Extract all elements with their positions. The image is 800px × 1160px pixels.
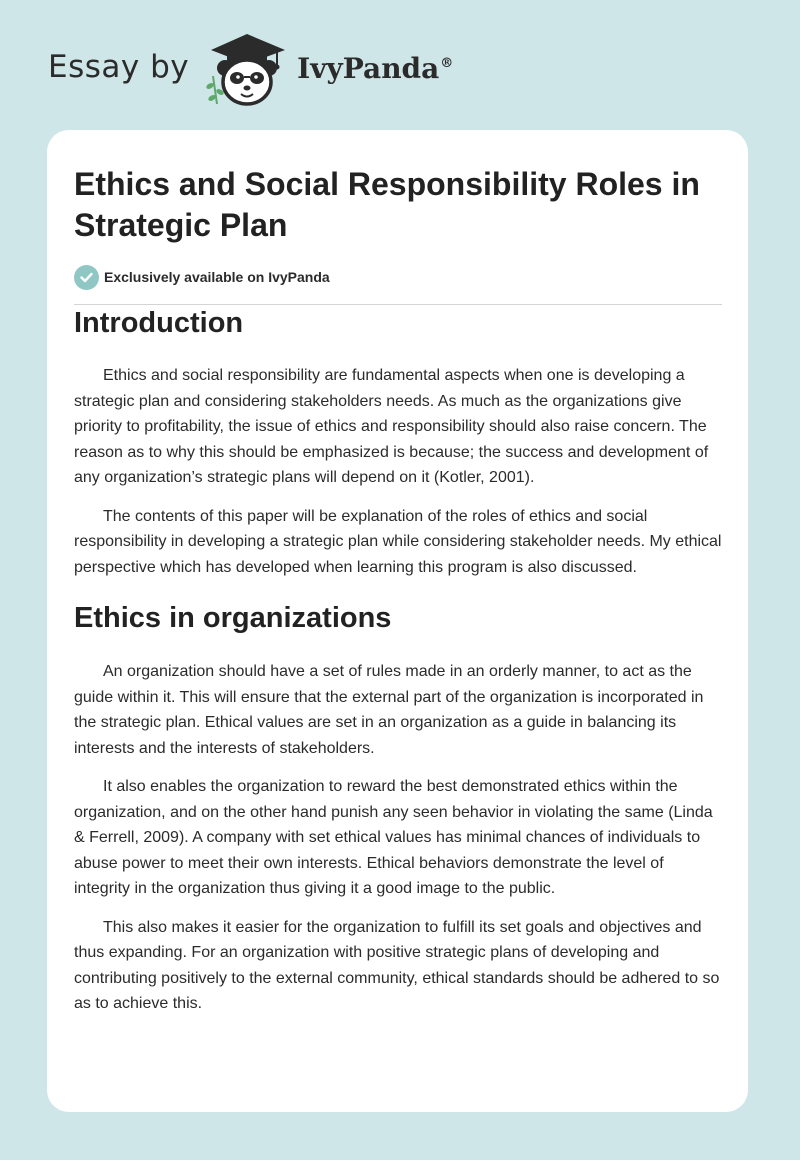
paragraph: An organization should have a set of rules made in an orderly manner, to act as the guide within it. This will ensure that the external part of the organization is incorporated in the strategic plan. Ethical values are set in an organization as a guide in balancing its interests and the interests of stakeholders.: [74, 663, 704, 757]
section-heading-ethics-in-organizations: Ethics in organizations: [74, 602, 392, 634]
brand-name: [297, 52, 453, 85]
paragraph: The contents of this paper will be explanation of the roles of ethics and social responsibility in developing a strategic plan while considering stakeholder needs. My ethical perspective which has developed when learning this program is also discussed.: [74, 507, 722, 576]
exclusive-badge: [74, 264, 722, 290]
check-icon: [74, 265, 99, 290]
section-heading-introduction: Introduction: [74, 307, 244, 339]
brand-name-text: IvyPanda: [297, 51, 440, 85]
registered-mark: ®: [440, 56, 454, 72]
panda-graduate-logo-icon: [205, 30, 293, 110]
site-header-brand[interactable]: [48, 30, 453, 110]
paragraph: It also enables the organization to reward the best demonstrated ethics within the organization, and on the other hand punish any seen behavior in violating the same (Linda & Ferrell, 2009). A company with set ethical values has minimal chances of individuals to abuse power to meet their own interests. Ethical behaviors demonstrate the level of integrity in the organization thus giving it a good image to the public.: [74, 778, 713, 897]
exclusive-text: Exclusively available on IvyPanda: [104, 269, 330, 285]
essay-card: [47, 130, 748, 1112]
essay-title: Ethics and Social Responsibility Roles in Strategic Plan: [74, 166, 700, 243]
paragraph: Ethics and social responsibility are fundamental aspects when one is developing a strategic plan and considering stakeholders needs. As much as the organizations give priority to profitability, the issue of ethics and responsibility should also raise concern. The reason as to why this should be emphasized is because; the success and development of any organization’s strategic plans will depend on it (Kotler, 2001).: [74, 367, 709, 486]
paragraph: This also makes it easier for the organization to fulfill its set goals and objectives and thus expanding. For an organization with positive strategic plans of developing and contributing positively to the external community, ethical standards should be adhered to so as to achieve this.: [74, 918, 720, 1012]
brand-prefix: Essay by: [48, 49, 190, 85]
